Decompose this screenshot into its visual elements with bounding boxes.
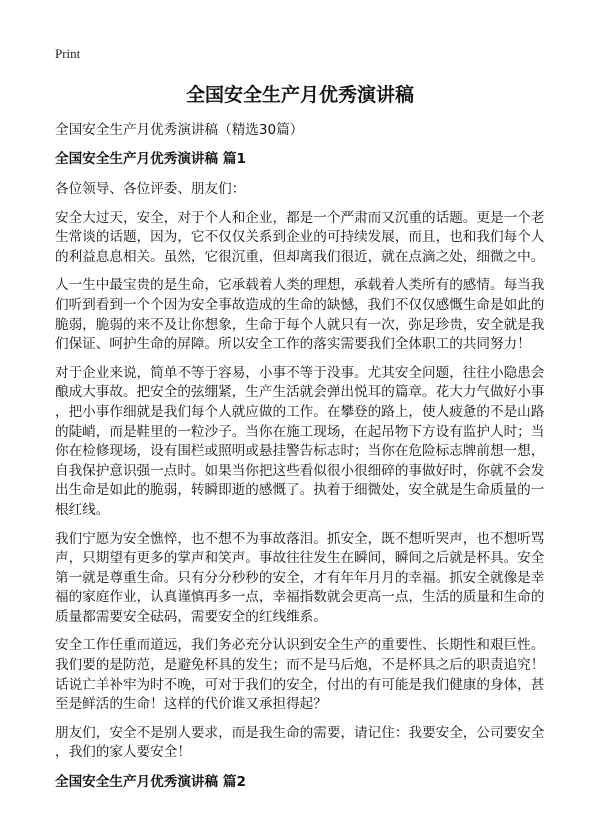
paragraph-line: 根红线。 <box>55 501 110 518</box>
paragraph <box>55 276 555 354</box>
paragraph-line: 第一就是尊重生命。只有分分秒秒的安全，才有年年月月的幸福。抓安全就像是幸 <box>55 569 545 586</box>
paragraph <box>55 180 555 200</box>
paragraph-line: 朋友们，安全不是别人要求，而是我生命的需要，请记住：我要安全，公司要安全 <box>55 724 545 741</box>
paragraph-line: ，我们的家人要安全！ <box>55 744 191 761</box>
paragraph-line: 声，只期望有更多的掌声和笑声。事故往往发生在瞬间，瞬间之后就是杯具。安全 <box>55 550 545 567</box>
print-link[interactable]: Print <box>55 46 81 61</box>
page-title: 全国安全生产月优秀演讲稿 <box>185 84 414 106</box>
paragraph-line: 安全工作任重而道远，我们务必充分认识到安全生产的重要性、长期性和艰巨性。 <box>55 637 545 654</box>
paragraph-line: 各位领导、各位评委、朋友们： <box>55 181 246 197</box>
paragraph-line: 出生命是如此的脆弱，转瞬即逝的感慨了。执着于细微处，安全就是生命质量的一 <box>55 482 545 499</box>
paragraph-line: 酿成大事故。把安全的弦绷紧，生产生活就会弹出悦耳的篇章。花大力气做好小事 <box>55 384 545 401</box>
paragraph <box>55 530 555 628</box>
paragraph-line: 自我保护意识强一点时。如果当你把这些看似很小很细碎的事做好时，你就不会发 <box>55 462 545 479</box>
paragraph-line: 你在检修现场，设有围栏或照明或悬挂警告标志时；当你在危险标志牌前想一想， <box>55 443 545 460</box>
paragraph-line: 的利益息息相关。虽然，它很沉重，但却离我们很近，就在点滴之处，细微之中。 <box>55 248 545 265</box>
paragraph-line: 至是鲜活的生命！这样的代价谁又承担得起？ <box>55 696 327 713</box>
section-heading-2: 全国安全生产月优秀演讲稿 篇2 <box>55 774 246 791</box>
document-subtitle: 全国安全生产月优秀演讲稿（精选30篇） <box>55 122 304 138</box>
paragraph-line: 人一生中最宝贵的是生命，它承载着人类的理想，承载着人类所有的感情。每当我 <box>55 277 545 294</box>
paragraph <box>55 364 555 521</box>
paragraph-line: 们保证、呵护生命的屏障。所以安全工作的落实需要我们全体职工的共同努力！ <box>55 336 531 353</box>
section-heading-1: 全国安全生产月优秀演讲稿 篇1 <box>55 151 246 167</box>
paragraph-line: 们听到看到一个个因为安全事故造成的生命的缺憾，我们不仅仅感慨生命是如此的 <box>55 296 545 313</box>
paragraph-line: ，把小事作细就是我们每个人就应做的工作。在攀登的路上，使人疲惫的不是山路 <box>55 403 545 420</box>
paragraph-line: 脆弱，脆弱的来不及让你想象，生命于每个人就只有一次，弥足珍贵，安全就是我 <box>55 316 545 333</box>
paragraph-line: 质量都需要安全砝码，需要安全的红线维系。 <box>55 608 327 625</box>
paragraph-line: 我们要的是防范，是避免杯具的发生；而不是马后炮，不是杯具之后的职责追究！ <box>55 657 545 674</box>
paragraph <box>55 636 555 714</box>
paragraph-line: 福的家庭作业，认真谨慎再多一点，幸福指数就会更高一点，生活的质量和生命的 <box>55 589 545 606</box>
paragraphs <box>55 180 555 763</box>
paragraph <box>55 724 555 763</box>
document-body <box>55 120 555 803</box>
paragraph-line: 生常谈的话题，因为，它不仅仅关系到企业的可持续发展，而且，也和我们每个人 <box>55 229 545 246</box>
paragraph-line: 对于企业来说，简单不等于容易，小事不等于没事。尤其安全问题，往往小隐患会 <box>55 364 545 381</box>
paragraph-line: 的陡峭，而是鞋里的一粒沙子。当你在施工现场，在起吊物下方设有监护人时；当 <box>55 423 545 440</box>
paragraph <box>55 209 555 268</box>
paragraph-line: 我们宁愿为安全憔悴，也不想不为事故落泪。抓安全，既不想听哭声，也不想听骂 <box>55 530 545 547</box>
paragraph-line: 话说亡羊补牢为时不晚，可对于我们的安全，付出的有可能是我们健康的身体，甚 <box>55 676 545 693</box>
paragraph-line: 安全大过天，安全，对于个人和企业，都是一个严肃而又沉重的话题。更是一个老 <box>55 209 545 226</box>
